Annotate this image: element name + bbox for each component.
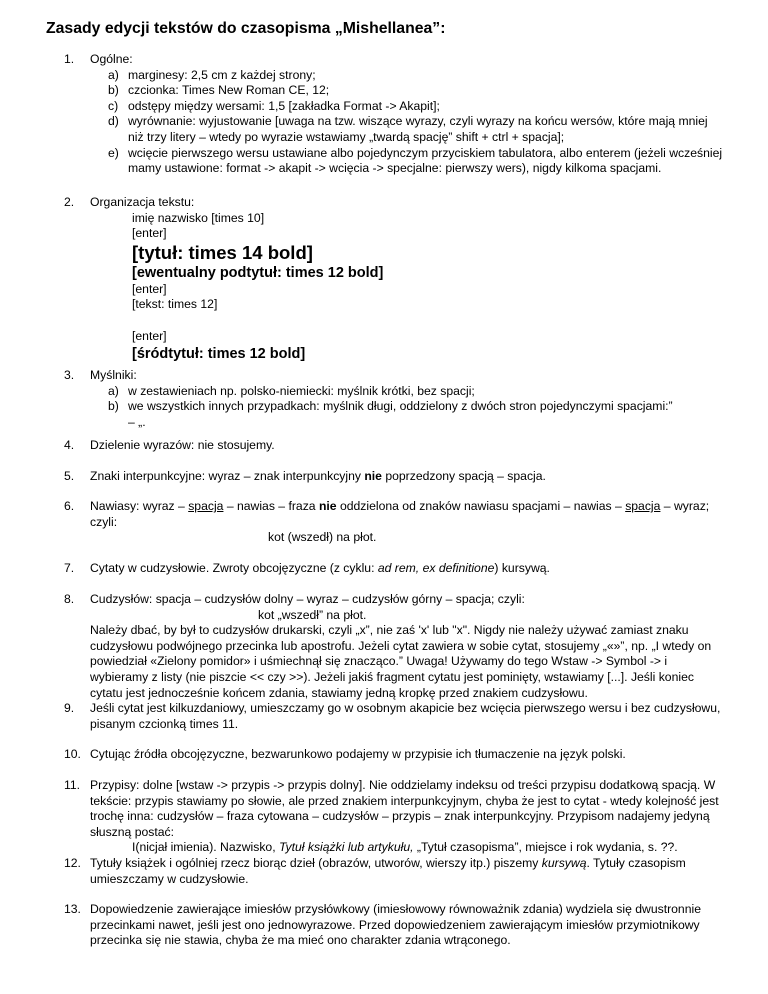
section-punctuation <box>64 469 724 485</box>
section-dashes <box>64 368 724 430</box>
section-text: Tytuły książek i ogólniej rzecz biorąc dzieł (obrazów, utworów, wierszy itp.) piszemy kursywą. Tytuły czasopism umieszczamy w cudzysłowie. <box>90 856 686 886</box>
section-long-quote <box>64 701 724 732</box>
example-line: I(nicjał imienia). Nazwisko, Tytuł książki lub artykułu, „Tytuł czasopisma”, miejsce i rok wydania, s. ??. <box>132 840 678 855</box>
format-title-line: [tytuł: times 14 bold] <box>132 241 313 263</box>
sub-item: a) marginesy: 2,5 cm z każdej strony; <box>108 67 316 82</box>
section-translation <box>64 747 724 763</box>
format-line: [tekst: times 12] <box>132 297 218 312</box>
format-line: [enter] <box>132 226 167 241</box>
format-line: imię nazwisko [times 10] <box>132 210 265 225</box>
item-number: 13. <box>64 902 81 916</box>
item-number: 3. <box>64 368 75 382</box>
format-line: [enter] <box>132 328 167 343</box>
sub-item: b) we wszystkich innych przypadkach: myślnik długi, oddzielony z dwóch stron pojedynczymi spacjami:” – „. <box>108 399 673 429</box>
section-hyphenation <box>64 438 724 454</box>
item-number: 2. <box>64 195 75 209</box>
example-line: kot „wszedł” na płot. <box>258 607 367 622</box>
section-general <box>64 52 724 177</box>
sub-item: c) odstępy między wersami: 1,5 [zakładka Format -> Akapit]; <box>108 98 440 113</box>
sub-item: b) czcionka: Times New Roman CE, 12; <box>108 83 330 98</box>
format-line: [enter] <box>132 281 167 296</box>
item-number: 4. <box>64 438 75 452</box>
document-title: Zasady edycji tekstów do czasopisma „Mishellanea”: <box>46 20 446 37</box>
item-number: 6. <box>64 499 75 513</box>
section-text: Cudzysłów: spacja – cudzysłów dolny – wyraz – cudzysłów górny – spacja; czyli: <box>90 592 525 606</box>
sub-item: a) w zestawieniach np. polsko-niemiecki: myślnik krótki, bez spacji; <box>108 383 475 398</box>
section-participles <box>64 902 724 949</box>
example-line: kot (wszedł) na płot. <box>268 530 377 545</box>
sub-item: e) wcięcie pierwszego wersu ustawiane albo pojedynczym przyciskiem tabulatora, albo enterem (jeżeli wcześniej mamy ustawione: format -> akapit -> wcięcia -> specjalne: pierwszy wers), nigdy kilkoma spacjami. <box>108 145 723 176</box>
section-text: Dzielenie wyrazów: nie stosujemy. <box>90 438 275 452</box>
format-subtitle-line: [śródtytuł: times 12 bold] <box>132 345 306 362</box>
section-text: Cytując źródła obcojęzyczne, bezwarunkowo podajemy w przypisie ich tłumaczenie na język polski. <box>90 747 626 761</box>
section-heading: Myślniki: <box>90 368 137 382</box>
section-text: Znaki interpunkcyjne: wyraz – znak interpunkcyjny nie poprzedzony spacją – spacja. <box>90 469 546 483</box>
section-footnotes <box>64 778 724 856</box>
item-number: 1. <box>64 52 75 66</box>
section-heading: Organizacja tekstu: <box>90 195 195 209</box>
item-number: 8. <box>64 592 75 606</box>
section-quotes <box>64 561 724 577</box>
sub-item: d) wyrównanie: wyjustowanie [uwaga na tzw. wiszące wyrazy, czyli wyrazy na końcu wersów, które mają mniej niż trzy litery – wtedy po wyrazie wstawiamy „twardą spację” shift + ctrl + spacja]; <box>108 114 708 144</box>
section-text: Cytaty w cudzysłowie. Zwroty obcojęzyczne (z cyklu: ad rem, ex definitione) kursywą. <box>90 561 550 575</box>
section-brackets <box>64 499 724 546</box>
item-number: 10. <box>64 747 81 761</box>
section-text: Należy dbać, by był to cudzysłów drukarski, czyli „x”, nie zaś 'x' lub "x". Nigdy nie należy używać zamiast znaku cudzysłowu podwójnego przecinka lub apostrofu. Jeżeli cytat zawiera w sobie cytat, stosujemy „«»”, np. „I wtedy on powiedział «Zielony pomidor» i uśmiechnął się znacząco.” Uwaga! Używamy do tego Wstaw -> Symbol -> i wybieramy z listy (nie piszcie << czy >>). Jeżeli jakiś fragment cytatu jest pominięty, wstawiamy [...]. Jeśli koniec cytatu jest jednocześnie końcem zdania, stawiamy jedną kropkę przed znakiem cudzysłowu. <box>90 623 712 700</box>
item-number: 11. <box>64 778 81 792</box>
item-number: 5. <box>64 469 75 483</box>
item-number: 12. <box>64 856 81 870</box>
section-titles <box>64 856 724 887</box>
format-subtitle-line: [ewentualny podtytuł: times 12 bold] <box>132 264 384 281</box>
section-text: Przypisy: dolne [wstaw -> przypis -> przypis dolny]. Nie oddzielamy indeksu od treści przypisu dodatkową spacją. W tekście: przypis stawiamy po słowie, ale przed znakiem interpunkcyjnym, chyba że jest to cytat - wtedy kolejność jest trochę inna: cudzysłów – fraza cytowana – cudzysłów – przypis – znak interpunkcyjny. Przypisom nadajemy jedyną słuszną postać: <box>90 778 719 839</box>
item-number: 9. <box>64 701 75 715</box>
section-text: Dopowiedzenie zawierające imiesłów przysłówkowy (imiesłowowy równoważnik zdania) wydziela się dwustronnie przecinkami nawet, jeśli jest ono jednowyrazowe. Przed dopowiedzeniem zawierającym imiesłów przymiotnikowy przecinka się nie stawia, chyba że ma mieć ono charakter zdania wtrąconego. <box>90 902 701 948</box>
section-heading: Ogólne: <box>90 52 133 66</box>
item-number: 7. <box>64 561 75 575</box>
section-text: Jeśli cytat jest kilkuzdaniowy, umieszczamy go w osobnym akapicie bez wcięcia pierwszego wersu i bez cudzysłowu, pisanym czcionką times 11. <box>90 701 721 731</box>
section-organization <box>64 195 724 363</box>
section-quotation-marks <box>64 592 724 701</box>
section-text: Nawiasy: wyraz – spacja – nawias – fraza nie oddzielona od znaków nawiasu spacjami – nawias – spacja – wyraz; czyli: <box>90 499 710 529</box>
